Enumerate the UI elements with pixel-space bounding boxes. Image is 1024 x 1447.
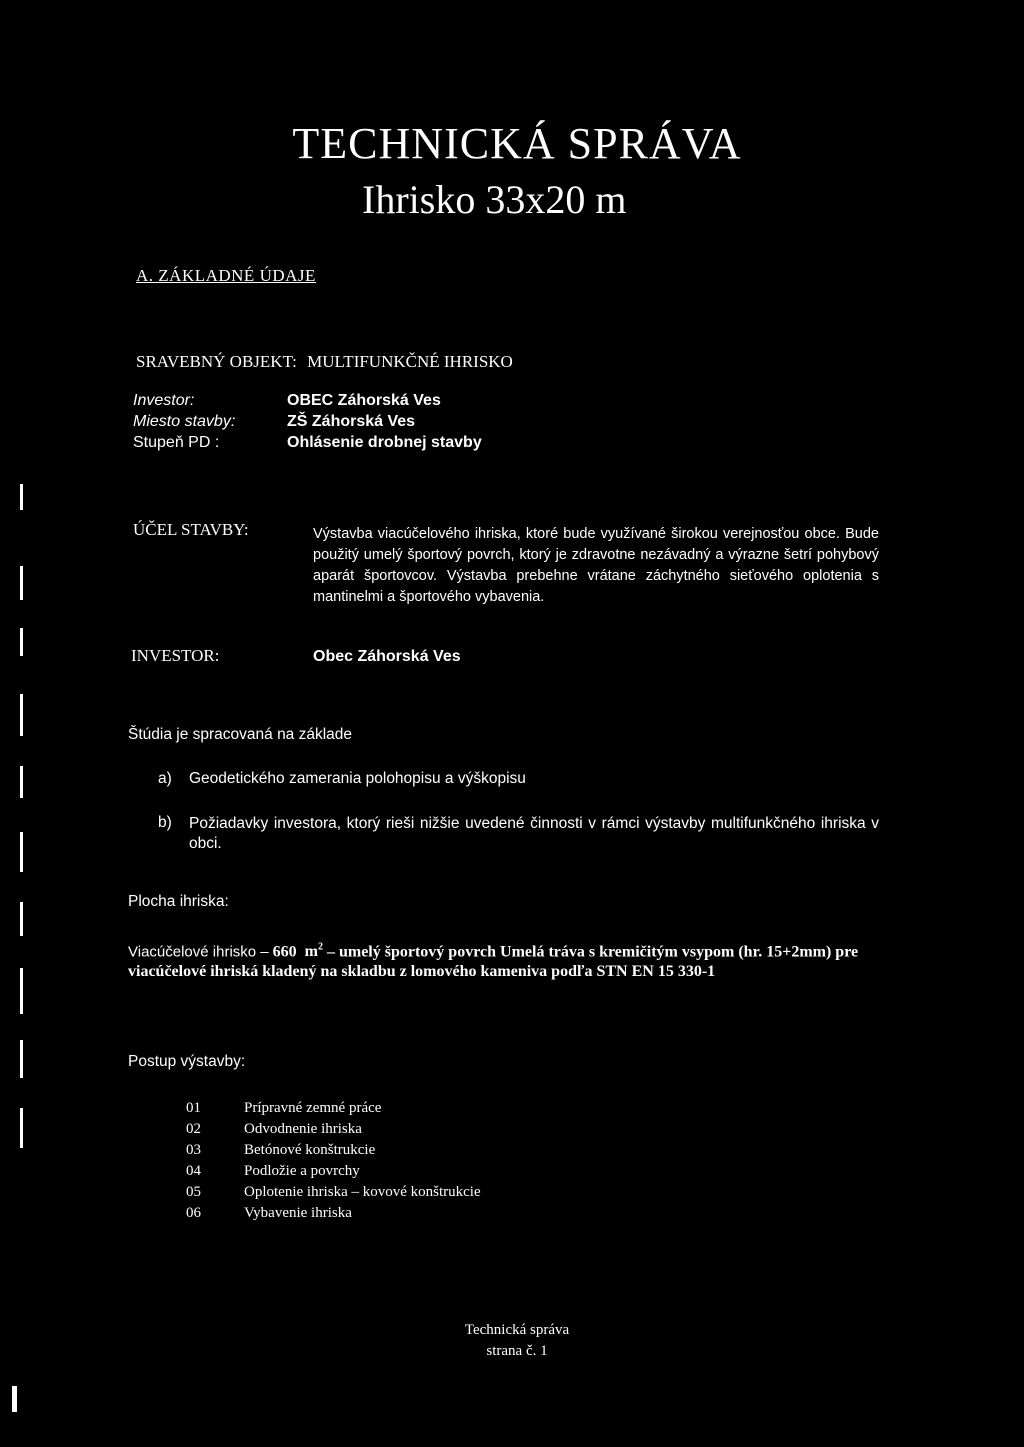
- document-subtitle: Ihrisko 33x20 m: [362, 177, 627, 222]
- area-description: [128, 938, 880, 982]
- scan-mark: [12, 1386, 17, 1412]
- area-value: 660: [272, 943, 297, 961]
- detail-label-stage: Stupeň PD :: [133, 434, 220, 451]
- scan-mark: [20, 1108, 23, 1148]
- area-text: – umelý športový povrch Umelá tráva s kremičitým vsypom (hr. 15+2mm) pre viacúčelové ihriská kladený na skladbu z lomového kameniva podľa STN EN 15 330-1: [128, 943, 859, 981]
- list-item: 03 Betónové konštrukcie: [186, 1142, 376, 1158]
- object-value: MULTIFUNKČNÉ IHRISKO: [307, 352, 513, 371]
- document-title: TECHNICKÁ SPRÁVA: [292, 119, 742, 168]
- details-values: [287, 390, 482, 453]
- area-unit: $m^2$: [304, 942, 323, 961]
- object-label: SRAVEBNÝ OBJEKT:: [136, 352, 297, 371]
- list-item: 04 Podložie a povrchy: [186, 1163, 360, 1179]
- detail-label-investor: Investor:: [133, 392, 195, 409]
- purpose-text: Výstavba viacúčelového ihriska, ktoré bude využívané širokou verejnosťou obce. Bude použitý umelý športový povrch, ktorý je zdravotne nezávadný a výrazne šetrí pohybový aparát športovcov. Výstavba prebehne vrátane záchytného sieťového oplotenia s mantinelmi a športového vybavenia.: [313, 526, 879, 605]
- scan-mark: [20, 694, 23, 736]
- scan-mark: [20, 1040, 23, 1078]
- list-item: 05 Oplotenie ihriska – kovové konštrukcie: [186, 1184, 481, 1200]
- list-item: 01 Prípravné zemné práce: [186, 1100, 382, 1116]
- study-item-b-text: Požiadavky investora, ktorý rieši nižšie uvedené činnosti v rámci výstavby multifunkčného ihriska v obci.: [189, 815, 879, 852]
- list-item: 02 Odvodnenie ihriska: [186, 1121, 362, 1137]
- study-item-b-marker: b): [158, 814, 172, 831]
- scan-mark: [20, 832, 23, 872]
- footer-line-1: Technická správa: [464, 1322, 570, 1338]
- scan-mark: [20, 628, 23, 656]
- footer-line-2: strana č. 1: [486, 1343, 548, 1359]
- procedure-label: Postup výstavby:: [128, 1053, 246, 1070]
- area-prefix: Viacúčelové ihrisko –: [128, 943, 269, 961]
- detail-value-site: ZŠ Záhorská Ves: [287, 413, 416, 430]
- scan-mark: [20, 968, 23, 1014]
- study-item-a-marker: a): [158, 770, 172, 787]
- object-line: [136, 352, 513, 372]
- investor-value: Obec Záhorská Ves: [313, 648, 461, 665]
- section-a-heading: A. ZÁKLADNÉ ÚDAJE: [136, 266, 316, 285]
- scan-mark: [20, 766, 23, 798]
- study-item-a-text: Geodetického zamerania polohopisu a výškopisu: [189, 770, 526, 787]
- procedure-list: [186, 1098, 481, 1224]
- list-item: 06 Vybavenie ihriska: [186, 1205, 352, 1221]
- detail-value-stage: Ohlásenie drobnej stavby: [287, 434, 482, 451]
- page-footer: [0, 1320, 1024, 1362]
- details-labels: [133, 390, 235, 453]
- scan-mark: [20, 902, 23, 936]
- investor-label: INVESTOR:: [131, 646, 220, 665]
- detail-label-site: Miesto stavby:: [133, 413, 236, 430]
- area-label: Plocha ihriska:: [128, 893, 229, 910]
- detail-value-investor: OBEC Záhorská Ves: [287, 392, 441, 409]
- scan-mark: [20, 566, 23, 600]
- study-intro: Štúdia je spracovaná na základe: [128, 726, 353, 743]
- purpose-label: ÚČEL STAVBY:: [133, 520, 249, 539]
- scan-mark: [20, 484, 23, 510]
